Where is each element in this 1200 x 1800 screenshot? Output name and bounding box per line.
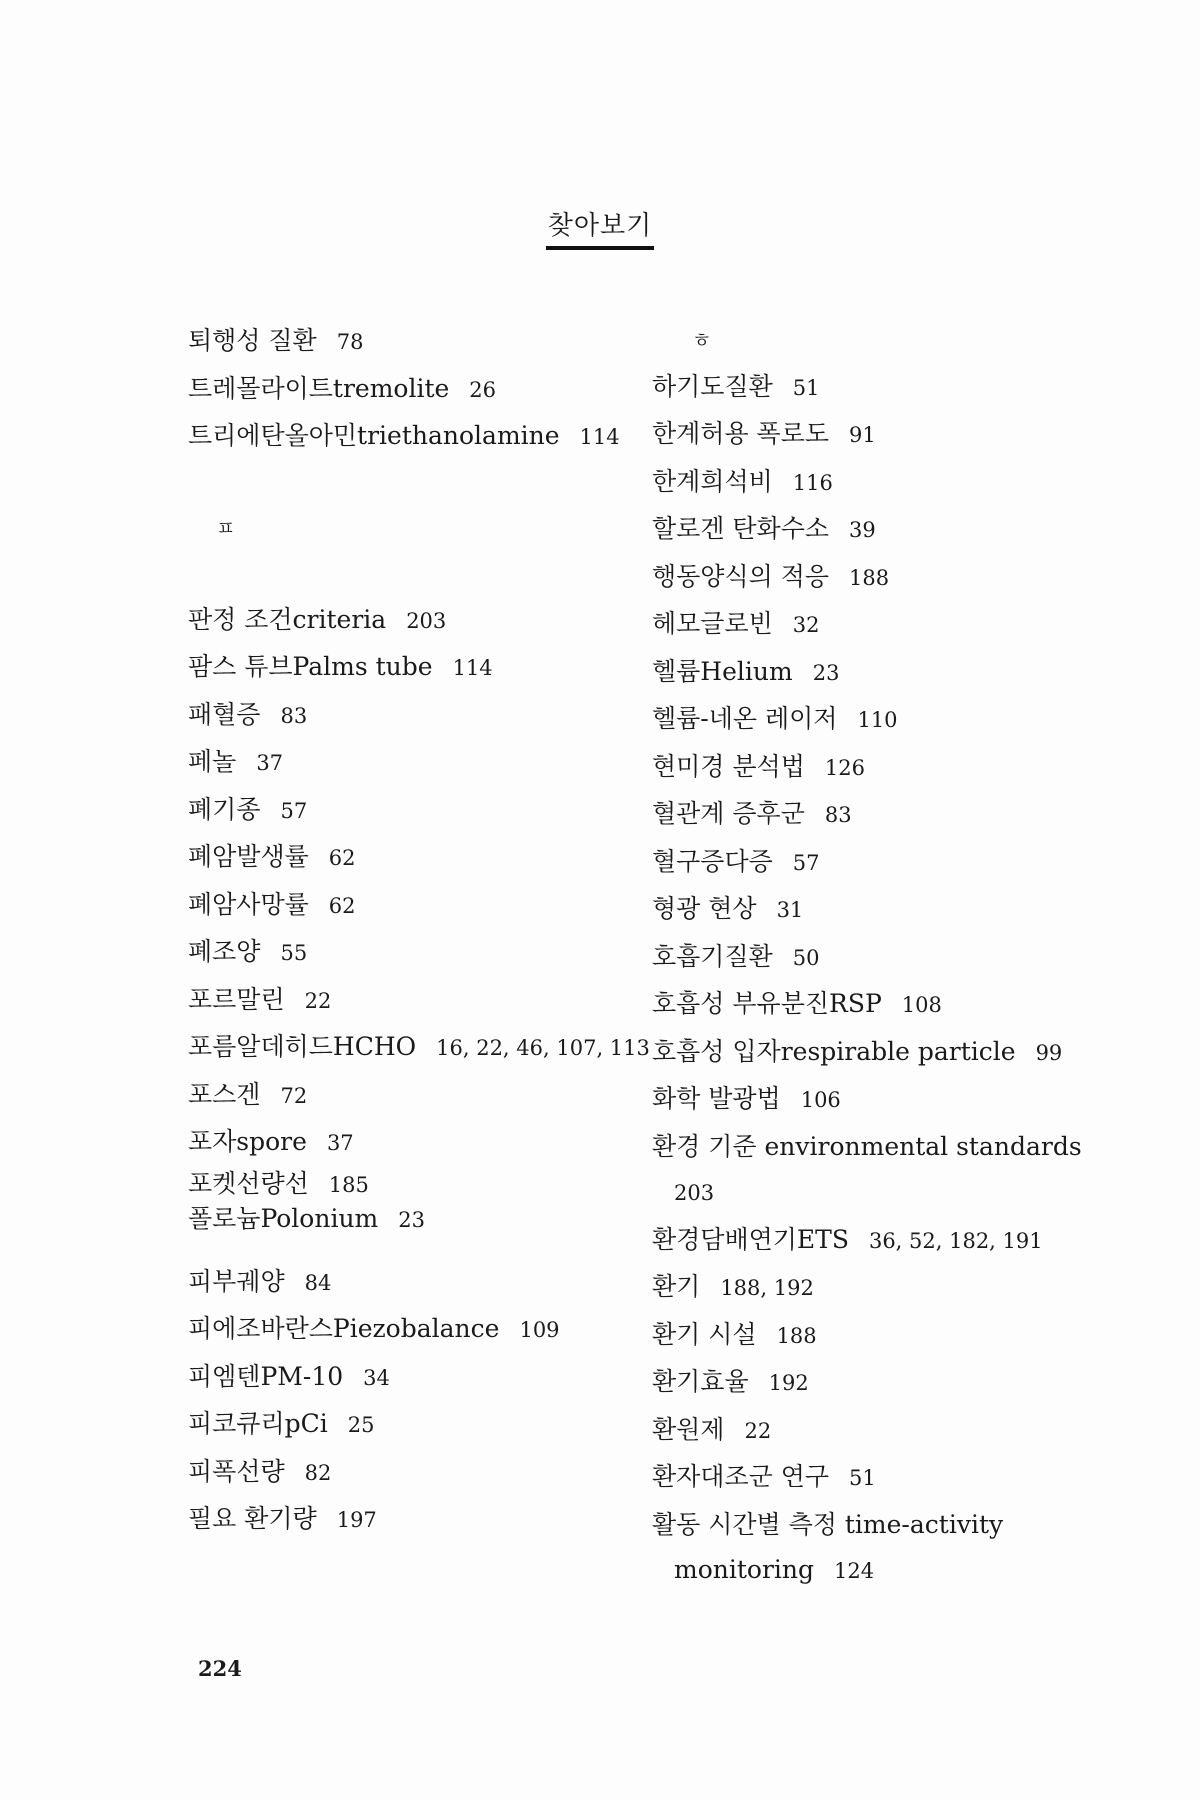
index-entry <box>188 366 628 414</box>
index-entry <box>188 692 628 740</box>
index-entry <box>652 506 1112 554</box>
index-pages: 36, 52, 182, 191 <box>868 1228 1043 1253</box>
page-number: 224 <box>198 1656 242 1681</box>
index-pages: 188, 192 <box>720 1276 814 1300</box>
index-pages: 23 <box>812 660 840 685</box>
index-entry <box>652 1264 1112 1312</box>
index-pages: 83 <box>824 803 852 827</box>
index-entry <box>188 413 628 461</box>
index-term: 호흡기질환 <box>652 941 773 971</box>
index-term: 판정 조건criteria <box>188 604 387 634</box>
index-entry <box>652 1029 1112 1077</box>
section-letter: ㅎ <box>692 328 712 352</box>
index-entry <box>652 886 1112 934</box>
title-area <box>0 205 1200 250</box>
index-continuation <box>652 1547 1112 1595</box>
index-pages: 99 <box>1035 1040 1063 1065</box>
index-term: 행동양식의 적응 <box>652 561 829 591</box>
index-entry <box>188 644 628 692</box>
index-term-continuation: monitoring <box>674 1555 815 1584</box>
index-term: 혈구증다증 <box>652 846 773 876</box>
index-pages: 124 <box>834 1559 875 1583</box>
index-term: 폐암사망률 <box>188 889 309 919</box>
index-entry <box>188 1024 650 1072</box>
index-pages: 78 <box>336 330 364 354</box>
index-entry <box>652 649 1112 697</box>
index-term: 화학 발광법 <box>652 1084 781 1113</box>
index-pages: 50 <box>792 945 820 970</box>
index-pages: 62 <box>328 846 356 870</box>
index-pages: 72 <box>280 1083 308 1108</box>
index-term: 포스겐 <box>188 1079 261 1109</box>
index-entry <box>652 1217 1112 1265</box>
index-pages: 203 <box>674 1181 715 1205</box>
index-pages: 110 <box>857 708 898 732</box>
index-entry <box>188 1167 628 1202</box>
index-entry <box>652 791 1112 839</box>
index-term: 형광 현상 <box>652 894 757 923</box>
index-pages: 192 <box>768 1371 809 1395</box>
index-pages: 16, 22, 46, 107, 113 <box>436 1036 650 1060</box>
index-pages: 22 <box>304 988 332 1013</box>
index-entry-wrapped <box>652 1502 1112 1595</box>
index-pages: 114 <box>452 656 493 680</box>
index-entry <box>188 1449 628 1497</box>
index-term: 환원제 <box>652 1414 725 1444</box>
index-pages: 34 <box>363 1365 390 1390</box>
index-term: 폐기종 <box>188 794 261 824</box>
index-term: 팜스 튜브Palms tube <box>188 652 433 681</box>
page-title: 찾아보기 <box>546 205 654 250</box>
index-entry <box>188 1496 628 1544</box>
index-pages: 62 <box>328 893 356 918</box>
index-term: 피코큐리pCi <box>188 1409 328 1438</box>
index-pages: 25 <box>347 1413 375 1437</box>
index-term: 포르말린 <box>188 984 285 1014</box>
index-term: 폐암발생률 <box>188 842 309 871</box>
index-term: 현미경 분석법 <box>652 751 805 781</box>
index-entry <box>188 739 628 787</box>
index-pages: 188 <box>776 1323 817 1348</box>
index-term: 헬륨-네온 레이저 <box>652 704 838 733</box>
index-term: 헬륨Helium <box>652 656 793 686</box>
index-term: 패혈증 <box>188 699 261 729</box>
index-term: 피폭선량 <box>188 1456 285 1486</box>
index-term: 포켓선량선 <box>188 1168 309 1198</box>
index-pages: 114 <box>579 425 620 449</box>
index-pages: 51 <box>792 375 820 400</box>
index-term: 환경 기준 environmental standards <box>652 1131 1082 1161</box>
index-term: 활동 시간별 측정 time-activity <box>652 1509 1004 1539</box>
index-term: 한계희석비 <box>652 466 773 496</box>
index-term: 트리에탄올아민triethanolamine <box>188 421 560 450</box>
index-entry <box>652 744 1112 792</box>
index-term: 트레몰라이트tremolite <box>188 373 450 403</box>
index-entry <box>188 318 628 366</box>
index-pages: 23 <box>398 1207 425 1232</box>
index-term: 호흡성 입자respirable particle <box>652 1036 1016 1066</box>
index-term: 폐조양 <box>188 937 261 966</box>
index-entry <box>652 1454 1112 1502</box>
index-pages: 116 <box>792 470 833 495</box>
index-entry <box>188 834 628 882</box>
index-entry <box>652 934 1112 982</box>
index-pages: 197 <box>336 1508 377 1532</box>
index-term: 퇴행성 질환 <box>188 326 317 355</box>
index-entry <box>652 1312 1112 1360</box>
right-column <box>652 318 1112 1595</box>
index-entry <box>188 1259 628 1307</box>
index-pages: 32 <box>792 613 820 637</box>
index-entry <box>652 364 1112 412</box>
index-pages: 188 <box>849 565 890 590</box>
index-pages: 108 <box>901 993 942 1017</box>
index-term: 필요 환기량 <box>188 1504 317 1533</box>
index-pages: 203 <box>406 608 447 633</box>
index-entry <box>652 411 1112 459</box>
index-term: 포름알데히드HCHO <box>188 1032 417 1061</box>
index-term: 혈관계 증후군 <box>652 799 805 828</box>
index-entry <box>652 1359 1112 1407</box>
index-entry <box>188 1119 628 1167</box>
index-term: 피부궤양 <box>188 1266 285 1296</box>
index-entry-wrapped <box>652 1124 1112 1217</box>
index-pages: 83 <box>280 703 308 728</box>
index-pages: 82 <box>304 1460 332 1485</box>
index-entry <box>188 787 628 835</box>
index-pages: 51 <box>849 1466 876 1490</box>
index-pages: 22 <box>744 1418 772 1443</box>
index-pages: 55 <box>280 941 308 965</box>
index-pages: 37 <box>256 751 284 775</box>
index-entry <box>652 839 1112 887</box>
index-term: 할로겐 탄화수소 <box>652 514 829 543</box>
index-entry <box>652 1407 1112 1455</box>
index-term: 폴로늄Polonium <box>188 1203 379 1233</box>
index-term: 환자대조군 연구 <box>652 1462 829 1491</box>
left-column <box>188 318 650 1544</box>
index-entry <box>188 929 628 977</box>
index-term: 한계허용 폭로도 <box>652 419 829 448</box>
index-entry <box>652 981 1112 1029</box>
index-pages: 126 <box>824 755 865 780</box>
index-entry <box>188 1306 628 1354</box>
index-entry <box>652 459 1112 507</box>
index-continuation <box>652 1169 1112 1217</box>
index-term: 헤모글로빈 <box>652 609 773 638</box>
index-pages: 84 <box>304 1270 332 1295</box>
section-heading <box>188 461 628 597</box>
index-pages: 106 <box>800 1088 841 1112</box>
index-term: 페놀 <box>188 747 237 776</box>
index-entry <box>652 696 1112 744</box>
index-term: 환기 <box>652 1272 701 1301</box>
index-entry <box>188 977 628 1025</box>
index-pages: 31 <box>776 898 804 922</box>
index-term: 환경담배연기ETS <box>652 1224 849 1254</box>
section-heading <box>652 318 1112 364</box>
index-term: 환기 시설 <box>652 1319 757 1349</box>
index-pages: 37 <box>326 1131 354 1155</box>
index-term: 호흡성 부유분진RSP <box>652 989 882 1018</box>
index-term: 포자spore <box>188 1127 307 1156</box>
section-letter: ㅍ <box>216 515 236 540</box>
index-term: 하기도질환 <box>652 371 773 401</box>
index-pages: 57 <box>280 798 308 823</box>
index-entry <box>188 1401 628 1449</box>
index-pages: 57 <box>792 850 820 875</box>
index-entry <box>652 554 1112 602</box>
index-entry <box>188 597 628 645</box>
index-pages: 185 <box>328 1172 369 1197</box>
index-entry <box>188 1354 628 1402</box>
index-pages: 26 <box>469 377 497 402</box>
index-pages: 91 <box>849 423 876 447</box>
index-term: 피에조바란스Piezobalance <box>188 1314 500 1343</box>
index-entry <box>188 1072 628 1120</box>
index-term: 환기효율 <box>652 1367 749 1396</box>
index-entry <box>652 1076 1112 1124</box>
index-term: 피엠텐PM-10 <box>188 1361 344 1391</box>
index-entry <box>188 882 628 930</box>
index-entry <box>652 601 1112 649</box>
index-entry <box>188 1202 628 1237</box>
index-pages: 109 <box>519 1318 560 1342</box>
index-pages: 39 <box>849 518 876 542</box>
